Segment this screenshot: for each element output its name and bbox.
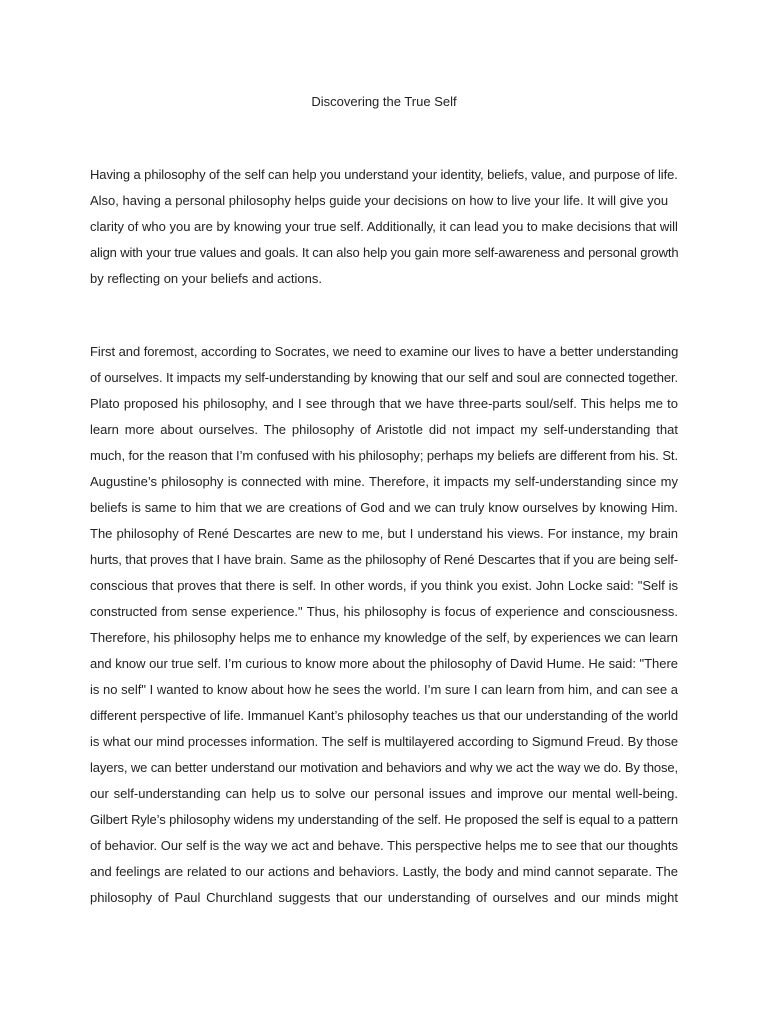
paragraph-line: beliefs is same to him that we are creations of God and we can truly know ourselves by knowing Him. [90,500,678,515]
paragraph-line: Having a philosophy of the self can help you understand your identity, beliefs, value, and purpose of life. [90,167,678,182]
document-title: Discovering the True Self [311,94,457,109]
paragraph-line: hurts, that proves that I have brain. Same as the philosophy of René Descartes that if you are being self- [90,552,678,567]
paragraph-line: philosophy of Paul Churchland suggests that our understanding of ourselves and our minds might [90,890,678,905]
paragraph-line: different perspective of life. Immanuel Kant’s philosophy teaches us that our understanding of the world [90,708,678,723]
paragraph-line: much, for the reason that I’m confused with his philosophy; perhaps my beliefs are different from his. St. [90,448,678,463]
paragraph-line: of behavior. Our self is the way we act and behave. This perspective helps me to see that our thoughts [90,838,678,853]
paragraph-line: our self-understanding can help us to solve our personal issues and improve our mental well-being. [90,786,678,801]
paragraph-line: is no self" I wanted to know about how he sees the world. I’m sure I can learn from him, and can see a [90,682,678,697]
paragraph-line: Also, having a personal philosophy helps guide your decisions on how to live your life. It will give you [90,193,669,208]
paragraph-line: by reflecting on your beliefs and actions. [90,271,322,286]
paragraph-line: of ourselves. It impacts my self-understanding by knowing that our self and soul are connected together. [90,370,678,385]
paragraph-line: is what our mind processes information. The self is multilayered according to Sigmund Freud. By those [90,734,678,749]
paragraph-line: Augustine’s philosophy is connected with mine. Therefore, it impacts my self-understanding since my [90,474,678,489]
paragraph-line: First and foremost, according to Socrates, we need to examine our lives to have a better understanding [90,344,678,359]
paragraph-line: The philosophy of René Descartes are new to me, but I understand his views. For instance, my brain [90,526,678,541]
paragraph-line: Gilbert Ryle’s philosophy widens my understanding of the self. He proposed the self is equal to a pattern [90,812,678,827]
paragraph-line: clarity of who you are by knowing your true self. Additionally, it can lead you to make decisions that will [90,219,678,234]
paragraph-line: learn more about ourselves. The philosophy of Aristotle did not impact my self-understanding that [90,422,678,437]
body-paragraph [90,339,678,911]
paragraph-line: align with your true values and goals. It can also help you gain more self-awareness and personal growth [90,245,679,260]
paragraph-line: and feelings are related to our actions and behaviors. Lastly, the body and mind cannot separate. The [90,864,678,879]
intro-paragraph [90,162,678,292]
paragraph-line: conscious that proves that there is self. In other words, if you think you exist. John Locke said: "Self is [90,578,678,593]
paragraph-line: layers, we can better understand our motivation and behaviors and why we act the way we do. By those, [90,760,678,775]
paragraph-line: constructed from sense experience." Thus, his philosophy is focus of experience and consciousness. [90,604,678,619]
paragraph-line: Therefore, his philosophy helps me to enhance my knowledge of the self, by experiences we can learn [90,630,678,645]
paragraph-line: Plato proposed his philosophy, and I see through that we have three-parts soul/self. This helps me to [90,396,678,411]
paragraph-line: and know our true self. I’m curious to know more about the philosophy of David Hume. He said: "There [90,656,678,671]
